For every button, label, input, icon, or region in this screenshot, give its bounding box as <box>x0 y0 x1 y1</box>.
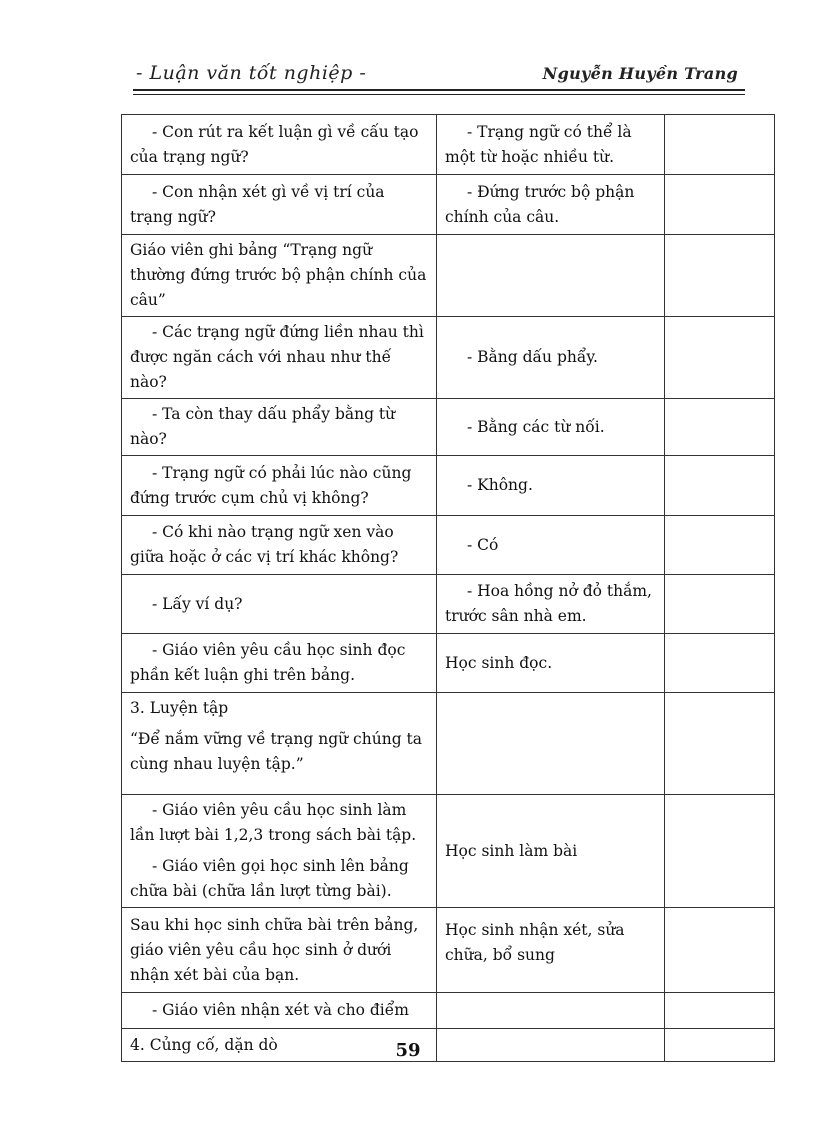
table-row <box>122 115 775 175</box>
table-row <box>122 908 775 993</box>
teacher-text: “Để nắm vững về trạng ngữ chúng ta cùng nhau luyện tập.” <box>130 730 423 773</box>
teacher-cell <box>122 456 437 516</box>
teacher-cell <box>122 399 437 456</box>
student-cell <box>437 115 665 175</box>
teacher-text: - Giáo viên yêu cầu học sinh đọc phần kết luận ghi trên bảng. <box>130 641 406 684</box>
teacher-cell <box>122 235 437 317</box>
student-cell <box>437 456 665 516</box>
table-row <box>122 993 775 1029</box>
teacher-text: - Có khi nào trạng ngữ xen vào giữa hoặc ở các vị trí khác không? <box>130 523 399 566</box>
teacher-cell <box>122 317 437 399</box>
student-cell <box>437 399 665 456</box>
teacher-cell <box>122 993 437 1029</box>
teacher-text: Sau khi học sinh chữa bài trên bảng, giáo viên yêu cầu học sinh ở dưới nhận xét bài của bạn. <box>130 915 419 984</box>
student-text: - Không. <box>467 476 533 494</box>
note-cell <box>665 993 775 1029</box>
teacher-text-2: - Giáo viên gọi học sinh lên bảng chữa bài (chữa lần lượt từng bài). <box>130 857 409 900</box>
teacher-cell <box>122 516 437 575</box>
note-cell <box>665 908 775 993</box>
table-row <box>122 317 775 399</box>
header-title: - Luận văn tốt nghiệp - <box>136 62 367 84</box>
table-row <box>122 795 775 908</box>
note-cell <box>665 399 775 456</box>
note-cell <box>665 456 775 516</box>
teacher-cell <box>122 175 437 235</box>
section-heading: 3. Luyện tập <box>130 699 229 717</box>
teacher-cell <box>122 115 437 175</box>
teacher-text: - Lấy ví dụ? <box>152 594 243 613</box>
note-cell <box>665 795 775 908</box>
student-text: - Bằng các từ nối. <box>467 417 605 436</box>
student-text: - Bằng dấu phẩy. <box>467 348 598 366</box>
teacher-cell <box>122 575 437 634</box>
table-row <box>122 235 775 317</box>
header-rule-thin <box>133 94 745 95</box>
note-cell <box>665 175 775 235</box>
student-cell <box>437 693 665 795</box>
table-row <box>122 516 775 575</box>
note-cell <box>665 634 775 693</box>
table-row <box>122 456 775 516</box>
header-author: Nguyễn Huyền Trang <box>542 64 738 83</box>
lesson-table <box>121 114 775 1062</box>
teacher-text: - Trạng ngữ có phải lúc nào cũng đứng trước cụm chủ vị không? <box>130 463 412 507</box>
teacher-text: - Con nhận xét gì về vị trí của trạng ngữ? <box>130 182 385 226</box>
student-cell <box>437 175 665 235</box>
student-text: Học sinh nhận xét, sửa chữa, bổ sung <box>445 921 625 964</box>
student-text: - Trạng ngữ có thể là một từ hoặc nhiều từ. <box>445 122 632 166</box>
teacher-cell <box>122 693 437 795</box>
student-cell <box>437 634 665 693</box>
teacher-cell <box>122 634 437 693</box>
teacher-text: Giáo viên ghi bảng “Trạng ngữ thường đứng trước bộ phận chính của câu” <box>130 241 427 309</box>
teacher-text: - Giáo viên yêu cầu học sinh làm lần lượt bài 1,2,3 trong sách bài tập. <box>130 801 417 844</box>
header-rule-thick <box>133 89 745 91</box>
student-cell <box>437 575 665 634</box>
student-cell <box>437 317 665 399</box>
teacher-text: - Con rút ra kết luận gì về cấu tạo của trạng ngữ? <box>130 122 419 166</box>
student-text: - Có <box>467 535 499 554</box>
student-cell <box>437 235 665 317</box>
student-text: - Đứng trước bộ phận chính của câu. <box>445 182 635 226</box>
teacher-cell <box>122 795 437 908</box>
student-text: Học sinh đọc. <box>445 653 553 672</box>
table-row <box>122 399 775 456</box>
student-cell <box>437 516 665 575</box>
teacher-text: 4. Củng cố, dặn dò <box>130 1035 278 1054</box>
table-row <box>122 693 775 795</box>
note-cell <box>665 115 775 175</box>
student-cell <box>437 993 665 1029</box>
student-text: - Hoa hồng nở đỏ thắm, trước sân nhà em. <box>445 582 652 625</box>
note-cell <box>665 516 775 575</box>
teacher-cell <box>122 908 437 993</box>
table-row <box>122 634 775 693</box>
note-cell <box>665 693 775 795</box>
note-cell <box>665 575 775 634</box>
teacher-text: - Giáo viên nhận xét và cho điểm <box>152 1001 409 1019</box>
table-row <box>122 575 775 634</box>
student-cell <box>437 908 665 993</box>
page-number: 59 <box>395 1040 421 1061</box>
note-cell <box>665 235 775 317</box>
teacher-text: - Các trạng ngữ đứng liền nhau thì được ngăn cách với nhau như thế nào? <box>130 323 424 391</box>
note-cell <box>665 317 775 399</box>
student-cell <box>437 795 665 908</box>
table-row <box>122 175 775 235</box>
teacher-text: - Ta còn thay dấu phẩy bằng từ nào? <box>130 405 396 448</box>
student-text: Học sinh làm bài <box>445 841 578 860</box>
